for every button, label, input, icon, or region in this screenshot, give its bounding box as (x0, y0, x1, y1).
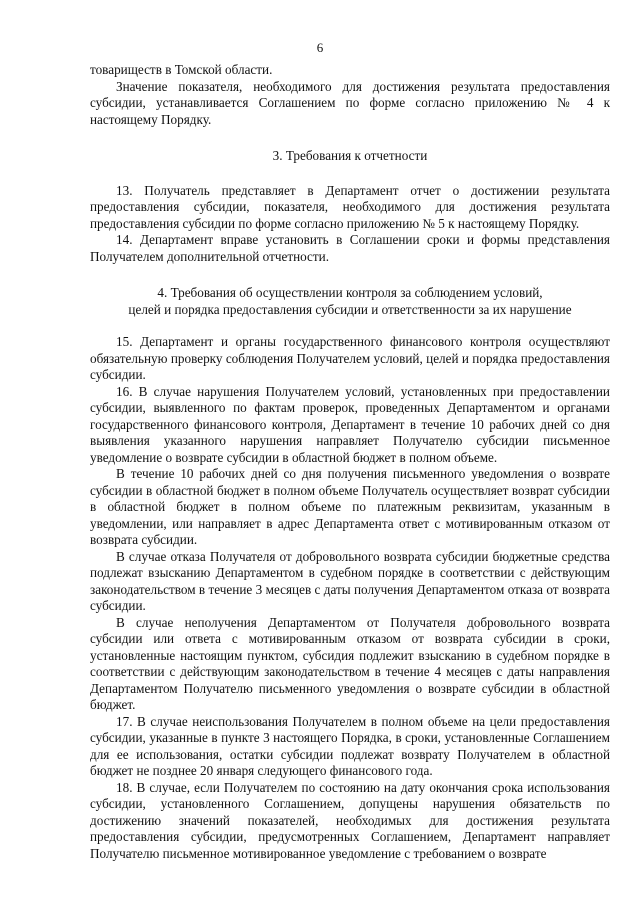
paragraph-16-non-receipt: В случае неполучения Департаментом от Получателя добровольного возврата субсидии или ответа с мотивированным отказом от возврата субсидии в сроки, установленные настоящим пунктом, субсидия подлежит взысканию в судебном порядке в соответствии с действующим законодательством в течение 4 месяцев с даты направления Департаментом Получателю письменного уведомления о возврате субсидии в областной бюджет. (90, 614, 610, 712)
paragraph-16: 16. В случае нарушения Получателем условий, установленных при предоставлении субсидии, выявленного по фактам проверок, проведенных Департаментом и органами государственного финансового контроля, Департамент в течение 10 рабочих дней со дня выявления указанного нарушения направляет Получателю субсидии письменное уведомление о возврате субсидии в областной бюджет в полном объеме. (90, 383, 610, 465)
paragraph-continuation: товариществ в Томской области. (90, 62, 273, 77)
paragraph-indicator-value: Значение показателя, необходимого для достижения результата предоставления субсидии, устанавливается Соглашением по форме согласно приложению № 4 к настоящему Порядку. (90, 78, 610, 127)
paragraph-17: 17. В случае неиспользования Получателем в полном объеме на цели предоставления субсидии, указанные в пункте 3 настоящего Порядка, в сроки, установленные Соглашением для ее использования, остатки субсидии подлежат возврату Получателем в областной бюджет не позднее 20 января следующего финансового года. (90, 713, 610, 778)
paragraph-18: 18. В случае, если Получателем по состоянию на дату окончания срока использования субсидии, установленного Соглашением, допущены нарушения обязательств по достижению значений показателей, необходимых для достижения результата предоставления субсидии, предусмотренных Соглашением, Департамент направляет Получателю письменное мотивированное уведомление с требованием о возврате (90, 779, 610, 861)
document-body (90, 62, 610, 862)
paragraph-16-refusal: В случае отказа Получателя от добровольного возврата субсидии бюджетные средства подлежат взысканию Департаментом в судебном порядке в соответствии с действующим законодательством в течение 3 месяцев с даты получения Департаментом отказа от возврата субсидии. (90, 548, 610, 613)
page-number: 6 (316, 40, 324, 55)
paragraph-14: 14. Департамент вправе установить в Соглашении сроки и формы представления Получателем дополнительной отчетности. (90, 232, 610, 264)
section-heading-3: 3. Требования к отчетности (272, 148, 428, 163)
section-heading-4 (90, 285, 610, 318)
paragraph-16-return: В течение 10 рабочих дней со дня получения письменного уведомления о возврате субсидии в областной бюджет в полном объеме Получатель осуществляет возврат субсидии в областной бюджет в полном объеме по платежным реквизитам, указанным в уведомлении, или направляет в адрес Департамента ответ с мотивированным отказом от возврата субсидии. (90, 466, 610, 547)
paragraph-13: 13. Получатель представляет в Департамент отчет о достижении результата предоставления субсидии, показателя, необходимого для достижения результата предоставления субсидии по форме согласно приложению № 5 к настоящему Порядку. (90, 182, 610, 231)
section-heading-4-line-2: целей и порядка предоставления субсидии и ответственности за их нарушение (128, 301, 572, 317)
paragraph-15: 15. Департамент и органы государственного финансового контроля осуществляют обязательную проверку соблюдения Получателем условий, целей и порядка предоставления субсидии. (90, 334, 610, 382)
section-heading-4-line-1: 4. Требования об осуществлении контроля за соблюдением условий, (157, 285, 543, 300)
